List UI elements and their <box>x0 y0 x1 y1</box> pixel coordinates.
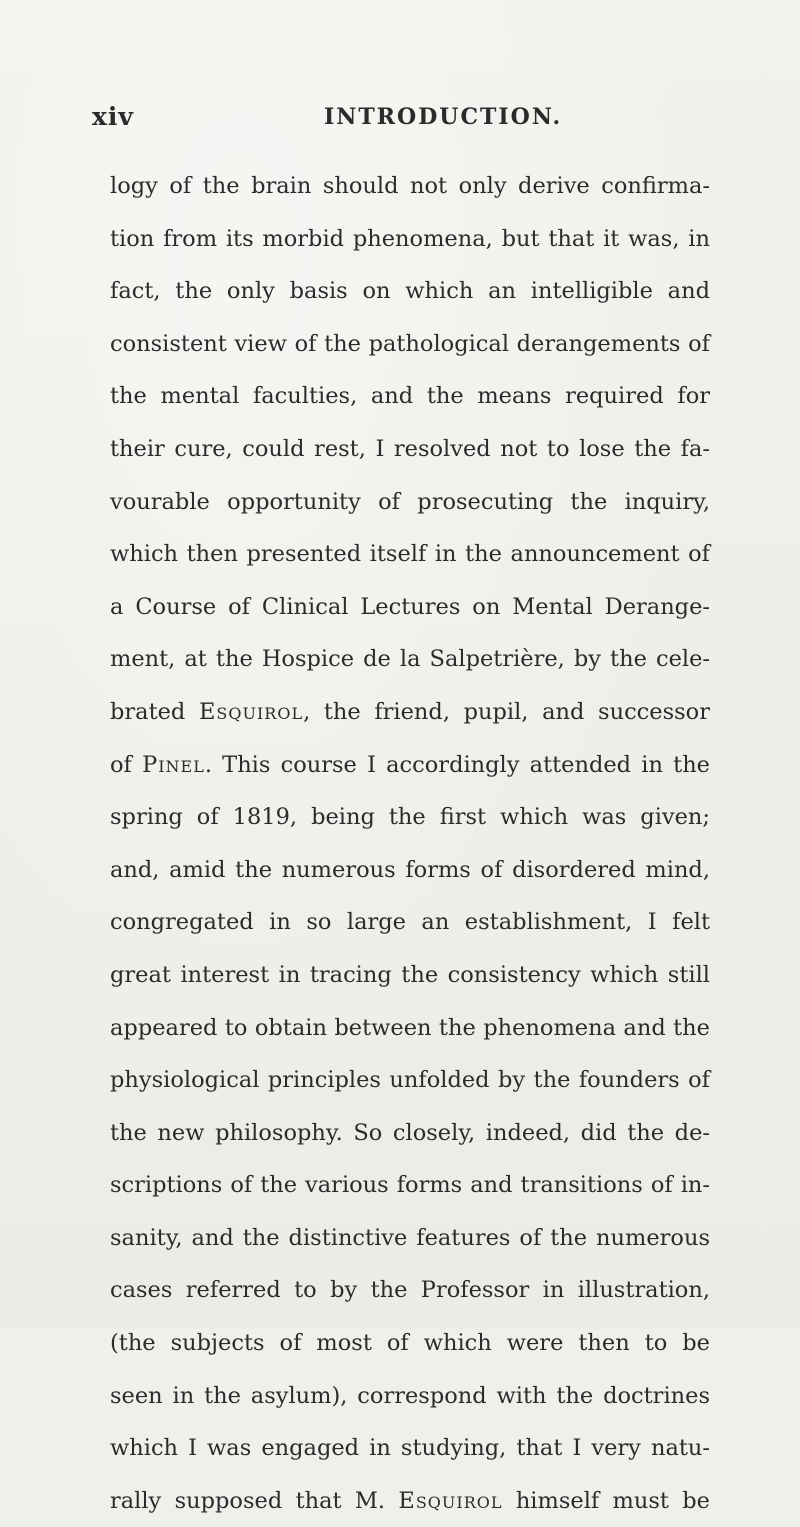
text-line <box>110 686 710 739</box>
text-segment: sanity, and the distinctive features of the numerous <box>110 1224 710 1251</box>
text-line <box>110 1422 710 1475</box>
text-line <box>110 370 710 423</box>
small-caps-name: Pinel <box>142 751 205 778</box>
text-segment: seen in the asylum), correspond with the doctrines <box>110 1382 710 1409</box>
text-line <box>110 739 710 792</box>
text-line <box>110 160 710 213</box>
running-title: INTRODUCTION. <box>324 104 563 130</box>
text-segment: tion from its morbid phenomena, but that it was, in <box>110 225 710 252</box>
text-line <box>110 265 710 318</box>
text-segment: appeared to obtain between the phenomena and the <box>110 1014 710 1041</box>
small-caps-name: Esquirol <box>398 1487 503 1514</box>
text-line <box>110 1107 710 1160</box>
text-line <box>110 633 710 686</box>
text-line <box>110 1264 710 1317</box>
text-line <box>110 581 710 634</box>
text-segment: their cure, could rest, I resolved not to lose the fa- <box>110 435 710 462</box>
text-line <box>110 423 710 476</box>
text-line <box>110 1370 710 1423</box>
text-segment: the mental faculties, and the means required for <box>110 383 710 410</box>
text-line <box>110 791 710 844</box>
text-segment: congregated in so large an establishment, I felt <box>110 909 710 936</box>
page-number: xiv <box>92 102 134 131</box>
text-line <box>110 528 710 581</box>
body-text <box>110 160 710 1527</box>
text-line <box>110 896 710 949</box>
text-line <box>110 476 710 529</box>
running-head <box>92 102 740 142</box>
text-segment: rally supposed that M. <box>110 1487 399 1514</box>
text-segment: physiological principles unfolded by the founders of <box>110 1067 710 1094</box>
text-segment: vourable opportunity of prosecuting the inquiry, <box>110 488 710 515</box>
text-line <box>110 844 710 897</box>
text-segment: scriptions of the various forms and transitions of in- <box>110 1172 710 1199</box>
text-segment: great interest in tracing the consistency which still <box>110 961 710 988</box>
text-segment: which then presented itself in the announcement of <box>110 541 710 568</box>
text-line <box>110 1054 710 1107</box>
text-segment: and, amid the numerous forms of disordered mind, <box>110 856 710 883</box>
text-line <box>110 949 710 1002</box>
text-segment: brated <box>110 698 199 725</box>
small-caps-name: Esquirol <box>198 698 304 725</box>
text-segment: (the subjects of most of which were then to be <box>110 1330 710 1357</box>
text-line <box>110 1475 710 1527</box>
text-segment: fact, the only basis on which an intelligible and <box>110 278 710 305</box>
text-line <box>110 1002 710 1055</box>
text-segment: ment, at the Hospice de la Salpetrière, by the cele- <box>110 646 710 673</box>
text-segment: of <box>110 751 143 778</box>
text-segment: cases referred to by the Professor in illustration, <box>110 1277 710 1304</box>
text-line <box>110 1212 710 1265</box>
text-segment: which I was engaged in studying, that I very natu- <box>110 1435 710 1462</box>
text-segment: . This course I accordingly attended in the <box>204 751 710 778</box>
text-line <box>110 318 710 371</box>
text-segment: a Course of Clinical Lectures on Mental Derange- <box>110 593 710 620</box>
text-line <box>110 1159 710 1212</box>
text-line <box>110 213 710 266</box>
text-line <box>110 1317 710 1370</box>
text-segment: consistent view of the pathological derangements of <box>110 330 710 357</box>
text-segment: logy of the brain should not only derive confirma- <box>110 173 710 199</box>
text-segment: himself must be <box>502 1487 711 1514</box>
text-segment: the new philosophy. So closely, indeed, did the de- <box>110 1119 710 1146</box>
text-segment: , the friend, pupil, and successor <box>303 698 710 725</box>
text-segment: spring of 1819, being the first which was given; <box>110 804 710 831</box>
